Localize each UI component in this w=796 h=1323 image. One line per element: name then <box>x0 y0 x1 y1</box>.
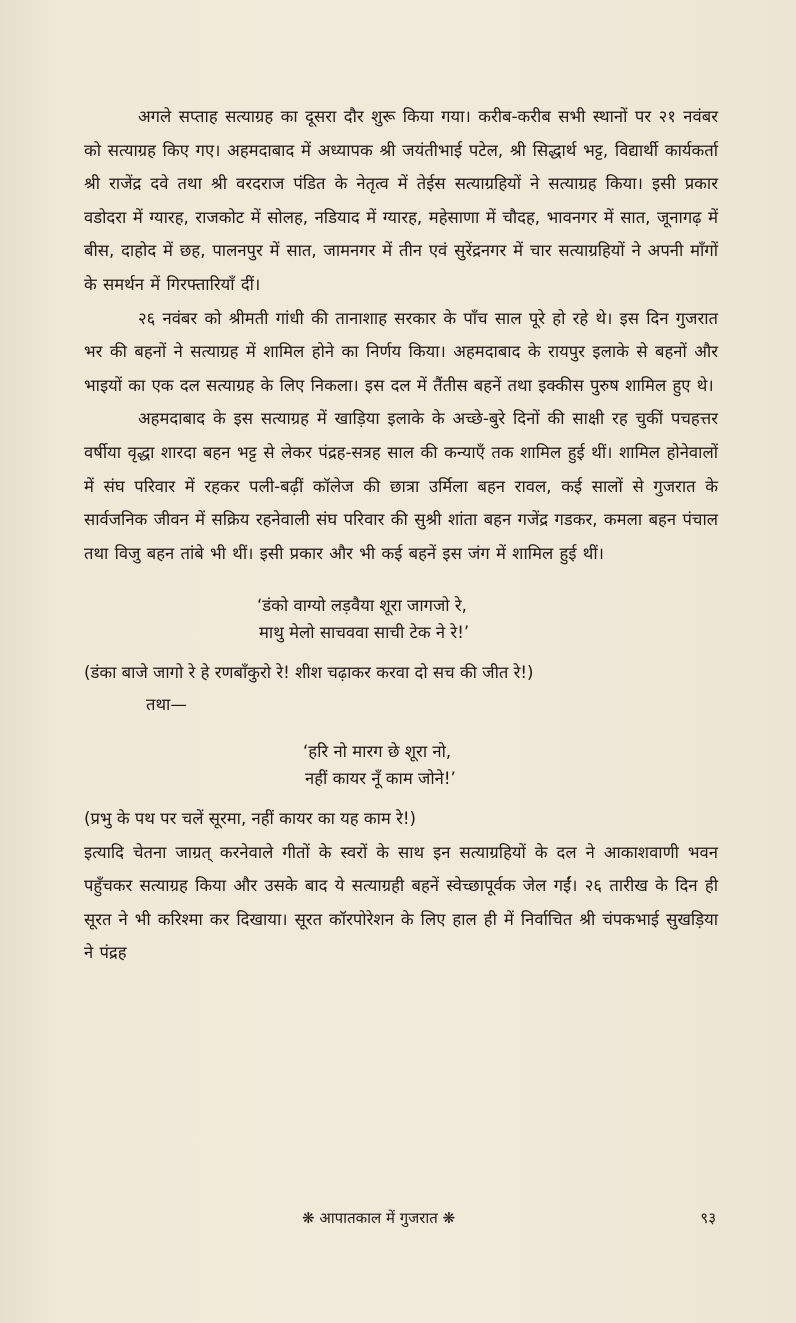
verse-1-line-2: माथु मेलो साचववा साची टेक ने रे!’ <box>259 623 470 643</box>
tatha-label: तथा— <box>146 694 187 714</box>
verse-1-line-1: ‘डंको वाग्यो लड़वैया शूरा जागजो रे, <box>257 596 467 616</box>
page-footer <box>84 1203 718 1233</box>
page-body <box>84 100 718 970</box>
closing-paragraph: इत्यादि चेतना जाग्रत् करनेवाले गीतों के स्वरों के साथ इन सत्याग्रहियों के दल ने आकाशवाणी भवन पहुँचकर सत्याग्रह किया और उसके बाद ये सत्याग्रही बहनें स्वेच्छापूर्वक जेल गईं। २६ तारीख के दिन ही सूरत ने भी करिश्मा कर दिखाया। सूरत कॉरपोरेशन के लिए हाल ही में निर्वाचित श्री चंपकभाई सुखड़िया ने पंद्रह <box>84 842 718 963</box>
verse-2 <box>84 738 718 792</box>
translation-1: (डंका बाजे जागो रे हे रणबाँकुरो रे! शीश चढ़ाकर करवा दो सच की जीत रे!) <box>84 663 534 683</box>
paragraph-3: अहमदाबाद के इस सत्याग्रह में खाड़िया इलाके के अच्छे-बुरे दिनों की साक्षी रह चुकीं पचहत्तर वर्षीया वृद्धा शारदा बहन भट्ट से लेकर पंद्रह-सत्रह साल की कन्याएँ तक शामिल हुई थीं। शामिल होनेवालों में संघ परिवार में रहकर पली-बढ़ीं कॉलेज की छात्रा उर्मिला बहन रावल, कई सालों से गुजरात के सार्वजनिक जीवन में सक्रिय रहनेवाली संघ परिवार की सुश्री शांता बहन गजेंद्र गडकर, कमला बहन पंचाल तथा विजु बहन तांबे भी थीं। इसी प्रकार और भी कई बहनें इस जंग में शामिल हुई थीं। <box>84 409 718 563</box>
footer-book-title: ❋ आपातकाल में गुजरात ❋ <box>302 1209 456 1227</box>
paragraph-2: २६ नवंबर को श्रीमती गांधी की तानाशाह सरकार के पाँच साल पूरे हो रहे थे। इस दिन गुजरात भर की बहनों ने सत्याग्रह में शामिल होने का निर्णय किया। अहमदाबाद के रायपुर इलाके से बहनों और भाइयों का एक दल सत्याग्रह के लिए निकला। इस दल में तैंतीस बहनें तथा इक्कीस पुरुष शामिल हुए थे। <box>84 308 718 395</box>
paragraph-1: अगले सप्ताह सत्याग्रह का दूसरा दौर शुरू किया गया। करीब-करीब सभी स्थानों पर २१ नवंबर को सत्याग्रह किए गए। अहमदाबाद में अध्यापक श्री जयंतीभाई पटेल, श्री सिद्धार्थ भट्ट, विद्यार्थी कार्यकर्ता श्री राजेंद्र दवे तथा श्री वरदराज पंडित के नेतृत्व में तेईस सत्याग्रहियों ने सत्याग्रह किया। इसी प्रकार वडोदरा में ग्यारह, राजकोट में सोलह, नडियाद में ग्यारह, महेसाणा में चौदह, भावनगर में सात, जूनागढ़ में बीस, दाहोद में छह, पालनपुर में सात, जामनगर में तीन एवं सुरेंद्रनगर में चार सत्याग्रहियों ने अपनी माँगों के समर्थन में गिरफ्तारियाँ दीं। <box>84 107 718 294</box>
verse-2-line-2: नहीं कायर नूँ काम जोने!’ <box>305 768 456 788</box>
page-number: ९३ <box>700 1209 716 1227</box>
verse-1 <box>84 592 718 646</box>
translation-2: (प्रभु के पथ पर चलें सूरमा, नहीं कायर का यह काम रे!) <box>84 808 417 828</box>
verse-2-line-1: ‘हरि नो मारग छे शूरा नो, <box>303 741 452 761</box>
